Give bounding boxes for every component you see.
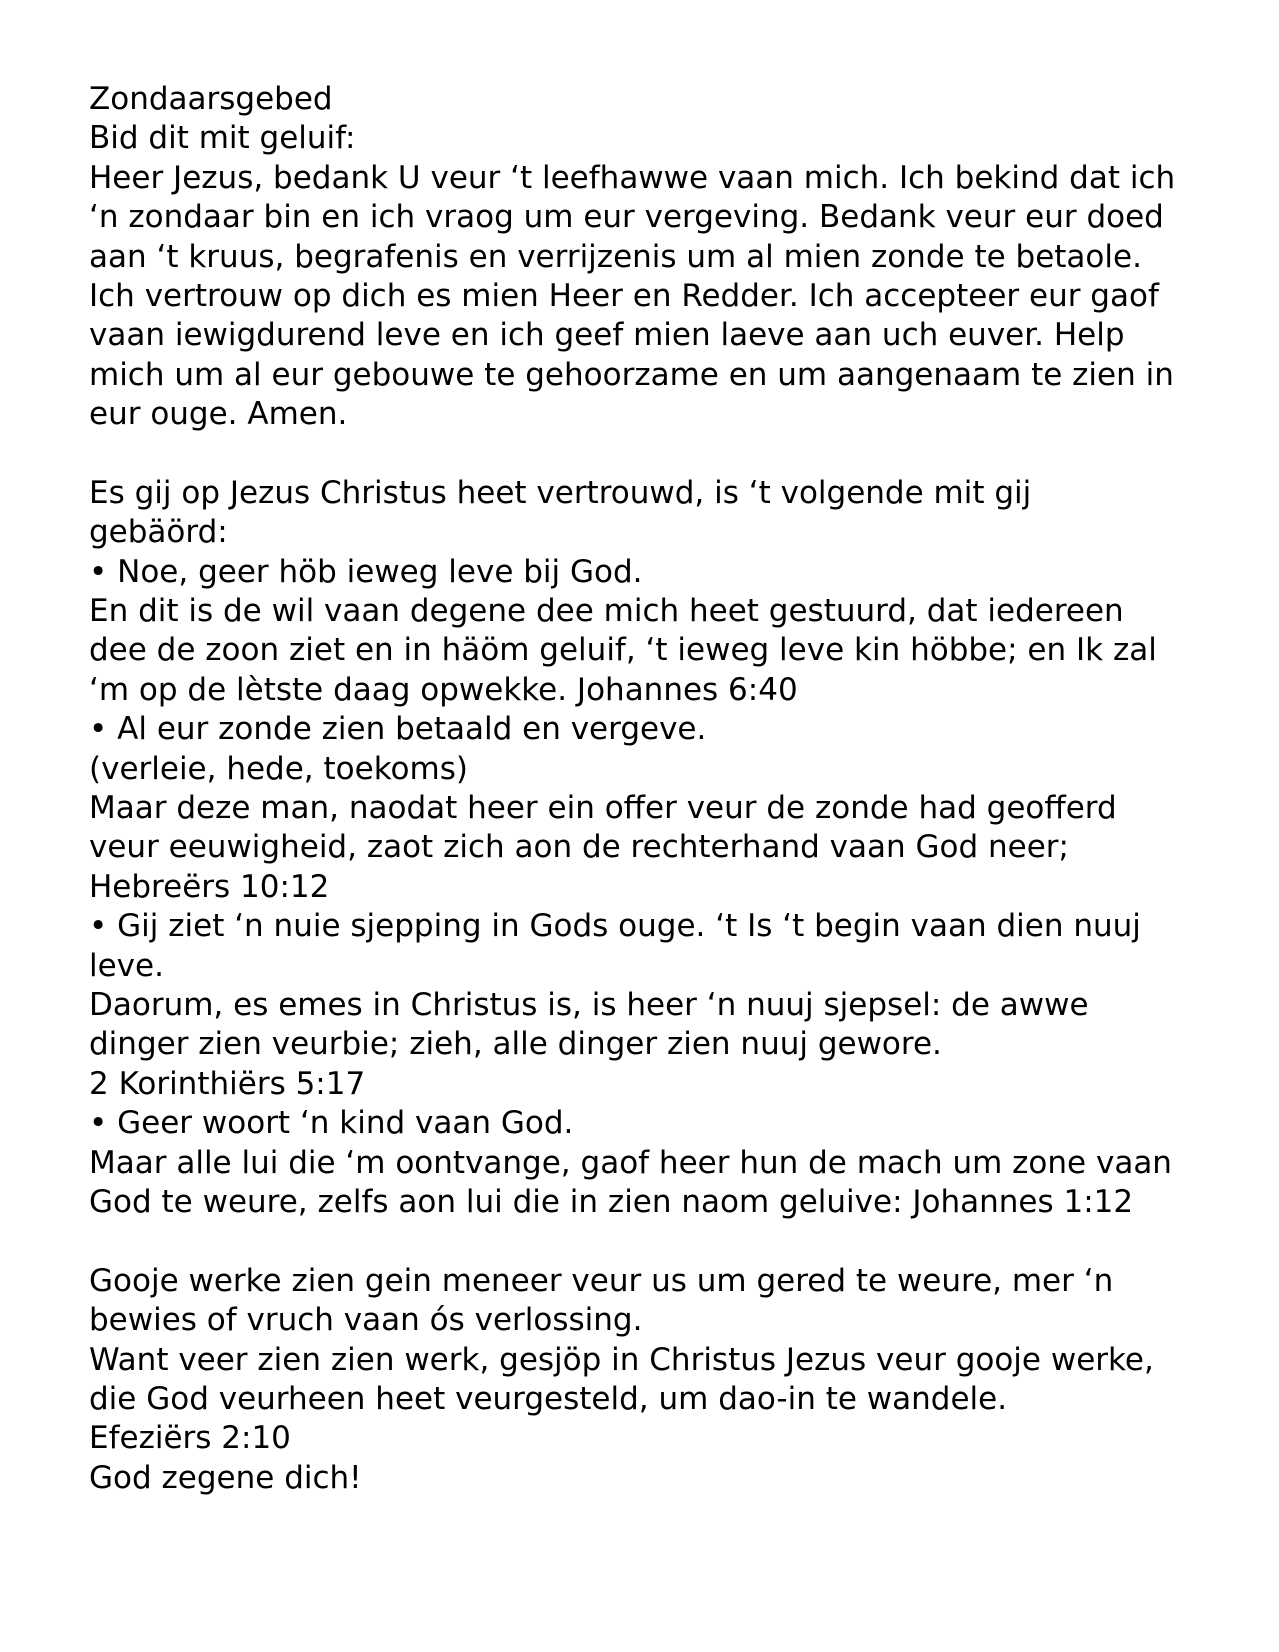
verse-line: Maar alle lui die ‘m oontvange, gaof heer hun de mach um zone vaan [89, 1144, 1172, 1181]
prayer-line: vaan iewigdurend leve en ich geef mien laeve aan uch euver. Help [89, 317, 1125, 354]
verse-line: Maar deze man, naodat heer ein offer veur de zonde had geofferd [89, 790, 1117, 827]
verse-line: God te weure, zelfs aon lui die in zien naom geluive: Johannes 1:12 [89, 1183, 1134, 1220]
prayer-line: ‘n zondaar bin en ich vraog um eur vergeving. Bedank veur eur doed [89, 199, 1164, 236]
verse-reference: Efeziërs 2:10 [89, 1420, 291, 1457]
verse-line: die God veurheen heet veurgesteld, um dao-in te wandele. [89, 1380, 1008, 1417]
paragraph-gap [89, 1222, 1219, 1261]
verse-line: Daorum, es emes in Christus is, is heer ‘n nuuj sjepsel: de awwe [89, 986, 1089, 1023]
bullet-line: leve. [89, 947, 164, 984]
verse-reference: Hebreërs 10:12 [89, 868, 330, 905]
section-line: gebäörd: [89, 514, 228, 551]
bullet-line: • Noe, geer höb ieweg leve bij God. [89, 553, 643, 590]
paragraph-gap [89, 435, 1219, 474]
prayer-instruction: Bid dit mit geluif: [89, 120, 356, 157]
prayer-line: Heer Jezus, bedank U veur ‘t leefhawwe vaan mich. Ich bekind dat ich [89, 159, 1176, 196]
bullet-line: • Gij ziet ‘n nuie sjepping in Gods ouge. ‘t Is ‘t begin vaan dien nuuj [89, 908, 1141, 945]
bullet-line: • Al eur zonde zien betaald en vergeve. [89, 711, 707, 748]
section-line: Gooje werke zien gein meneer veur us um gered te weure, mer ‘n [89, 1262, 1114, 1299]
section-line: bewies of vruch vaan ós verlossing. [89, 1302, 643, 1339]
bullet-line: • Geer woort ‘n kind vaan God. [89, 1105, 574, 1142]
verse-reference: 2 Korinthiërs 5:17 [89, 1065, 366, 1102]
section-line: (verleie, hede, toekoms) [89, 750, 468, 787]
document-title: Zondaarsgebed [89, 81, 333, 117]
prayer-line: eur ouge. Amen. [89, 396, 348, 433]
prayer-line: Ich vertrouw op dich es mien Heer en Redder. Ich accepteer eur gaof [89, 277, 1159, 314]
verse-line: dee de zoon ziet en in häöm geluif, ‘t ieweg leve kin höbbe; en Ik zal [89, 632, 1157, 669]
section-line: Es gij op Jezus Christus heet vertrouwd, is ‘t volgende mit gij [89, 474, 1032, 511]
verse-line: ‘m op de lètste daag opwekke. Johannes 6:40 [89, 671, 798, 708]
prayer-line: aan ‘t kruus, begrafenis en verrijzenis um al mien zonde te betaole. [89, 238, 1142, 275]
document-page [89, 80, 1219, 1498]
prayer-line: mich um al eur gebouwe te gehoorzame en um aangenaam te zien in [89, 356, 1174, 393]
closing-blessing: God zegene dich! [89, 1459, 362, 1496]
verse-line: dinger zien veurbie; zieh, alle dinger zien nuuj gewore. [89, 1026, 942, 1063]
verse-line: Want veer zien zien werk, gesjöp in Christus Jezus veur gooje werke, [89, 1341, 1154, 1378]
verse-line: veur eeuwigheid, zaot zich aon de rechterhand vaan God neer; [89, 829, 1069, 866]
verse-line: En dit is de wil vaan degene dee mich heet gestuurd, dat iedereen [89, 593, 1124, 630]
